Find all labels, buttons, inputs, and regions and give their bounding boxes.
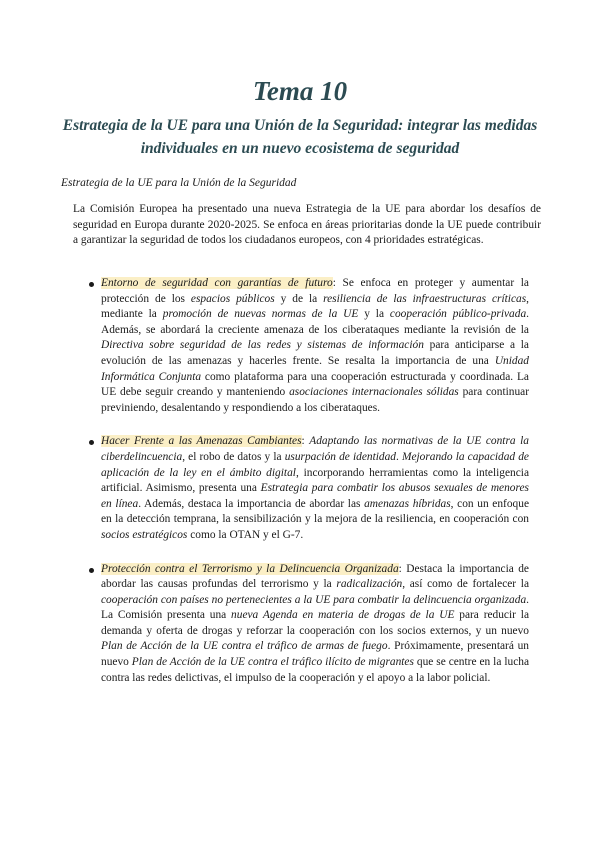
emphasized-term: radicalización	[336, 578, 403, 591]
emphasized-term: cooperación con países no pertenecientes a la UE para combatir la delincuencia organizada	[101, 593, 527, 606]
priority-list	[101, 276, 529, 704]
intro-paragraph: La Comisión Europea ha presentado una nueva Estrategia de la UE para abordar los desafíos de seguridad en Europa durante 2020-2025. Se enfoca en áreas prioritarias donde la UE puede contribuir a garantizar la seguridad de todos los ciudadanos europeos, con 4 prioridades estratégicas.	[73, 203, 541, 247]
bullet-text: , con un enfoque en la detección temprana, la sensibilización y la mejora de la resiliencia, en cooperación con	[101, 497, 529, 526]
emphasized-term: Plan de Acción de la UE contra el tráfico de armas de fuego	[101, 640, 388, 653]
emphasized-term: Mejorando la capacidad de aplicación de la ley en el ámbito digital	[101, 450, 529, 479]
bullet-text: . Próximamente, presentará un nuevo	[101, 640, 529, 669]
section-heading: Estrategia de la UE para la Unión de la Seguridad	[61, 177, 297, 189]
bullet-text: : Destaca la importancia de abordar las causas profundas del terrorismo y la	[101, 562, 529, 591]
bullet-text: y la	[358, 308, 390, 321]
bullet-text: :	[301, 435, 310, 448]
emphasized-term: Directiva sobre seguridad de las redes y sistemas de información	[101, 339, 424, 352]
emphasized-term: Estrategia para combatir los abusos sexuales de menores en línea	[101, 482, 529, 510]
page-title: Tema 10	[252, 76, 348, 106]
bullet-text: y de la	[274, 292, 324, 305]
bullet-text: como plataforma para una cooperación estructurada y coordinada. La UE debe seguir creando y manteniendo	[101, 370, 529, 399]
emphasized-term: espacios públicos	[190, 292, 275, 305]
emphasized-term: Plan de Acción de la UE contra el tráfico ilícito de migrantes	[131, 656, 414, 669]
bullet-text: : Se enfoca en proteger y aumentar la protección de los	[101, 277, 529, 305]
emphasized-term: Adaptando las normativas de la UE contra la ciberdelincuencia	[101, 435, 529, 463]
highlighted-term: Protección contra el Terrorismo y la Delincuencia Organizada	[101, 562, 399, 575]
emphasized-term: nueva Agenda en materia de drogas de la UE	[231, 609, 455, 622]
emphasized-term: usurpación de identidad	[284, 450, 396, 463]
list-item	[101, 434, 529, 543]
emphasized-term: cooperación público-privada	[389, 308, 527, 321]
emphasized-term: socios estratégicos	[101, 528, 188, 541]
emphasized-term: resiliencia de las infraestructuras críticas	[323, 292, 527, 305]
bullet-text: , incorporando herramientas como la inteligencia artificial. Asimismo, presenta una	[101, 466, 529, 495]
emphasized-term: promoción de nuevas normas de la UE	[162, 308, 359, 321]
list-item	[101, 276, 529, 416]
bullet-text: que se centre en la lucha contra las redes delictivas, el impulso de la cooperación y el apoyo a la labor policial.	[101, 656, 530, 684]
list-item	[101, 562, 529, 687]
bullet-text: , así como de fortalecer la	[402, 578, 529, 591]
bullet-text: para anticiparse a la evolución de las amenazas y hacerles frente. Se resalta la importancia de una	[101, 339, 529, 367]
bullet-text: para reducir la demanda y oferta de drogas y reforzar la cooperación con los socios externos, y un nuevo	[101, 609, 530, 637]
bullet-text: .	[395, 450, 402, 463]
bullet-text: , mediante la	[101, 292, 529, 321]
bullet-text: como la OTAN y el G-7.	[187, 528, 304, 541]
emphasized-term: Unidad Informática Conjunta	[101, 354, 529, 383]
emphasized-term: asociaciones internacionales sólidas	[289, 386, 459, 399]
bullet-text: . Además, destaca la importancia de abordar las	[138, 497, 365, 510]
bullet-text: . Además, se abordará la creciente amenaza de los ciberataques mediante la revisión de la	[101, 308, 529, 336]
page-subtitle: Estrategia de la UE para una Unión de la Seguridad: integrar las medidas individuales en un nuevo ecosistema de seguridad	[62, 117, 538, 157]
bullet-text: . La Comisión presenta una	[101, 593, 529, 622]
highlighted-term: Entorno de seguridad con garantías de futuro	[101, 277, 333, 289]
highlighted-term: Hacer Frente a las Amenazas Cambiantes	[101, 435, 302, 448]
emphasized-term: amenazas híbridas	[364, 497, 451, 510]
bullet-text: , el robo de datos y la	[182, 450, 285, 463]
bullet-text: para continuar previniendo, desalentando y respondiendo a los ciberataques.	[101, 386, 530, 414]
